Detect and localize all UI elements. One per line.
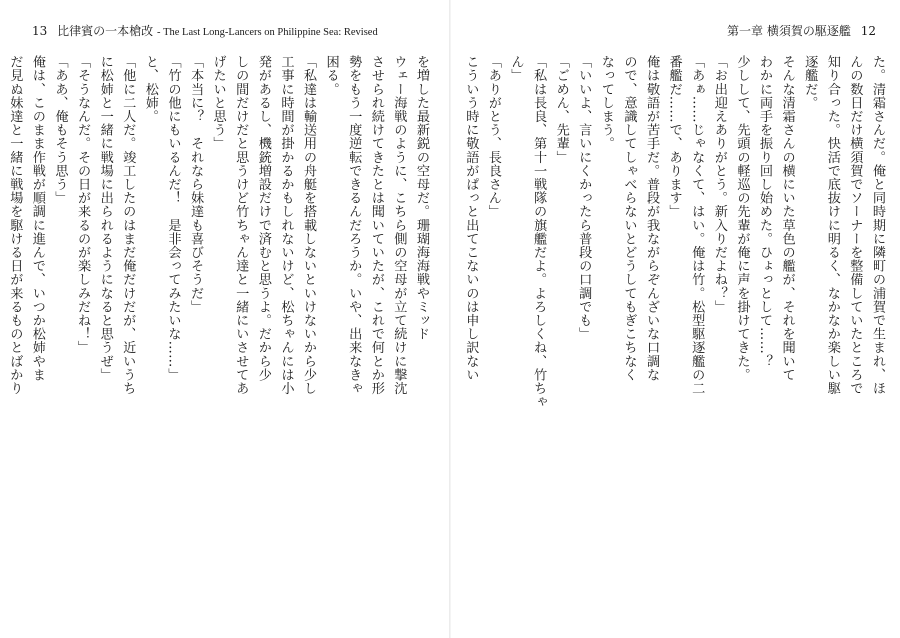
book-subtitle: - The Last Long-Lancers on Philippine Sea: Revised: [156, 27, 378, 38]
text-line: 困る。: [323, 55, 339, 96]
text-line: だ見ぬ妹達と一緒に戦場を駆ける日が来るものとばかり: [7, 55, 23, 395]
chapter-label: 第一章: [727, 24, 764, 38]
text-line: に松姉と一緒に戦場に出られるようになると思うぜ」: [97, 55, 113, 382]
text-line: わかに両手を振り回し始めた。ひょっとして……？: [757, 55, 773, 368]
text-line: ん」: [508, 55, 524, 83]
text-line: こういう時に敬語がぱっと出てこないのは申し訳ない: [463, 55, 479, 382]
text-line: 俺は敬語が苦手だ。普段が我ながらぞんざいな口調な: [644, 55, 660, 382]
text-line: 「私は長良、第十一戦隊の旗艦だよ。よろしくね、竹ちゃ: [531, 55, 547, 409]
text-line: しの間だけだと思うけど竹ちゃん達と一緒にいさせてあ: [233, 55, 249, 395]
text-line: 発があるし、機銃増設だけで済むと思うよ。だから少: [255, 55, 271, 382]
text-line: んの数日だけ横須賀でソーナーを整備していたところで: [847, 55, 863, 395]
text-line: させられ続けてきたとは聞いていたが、これで何とか形: [368, 55, 384, 395]
text-line: 「本当に？ それなら妹達も喜びそうだ」: [188, 55, 204, 314]
left-page-header: [26, 22, 378, 40]
text-line: そんな清霜さんの横にいた草色の艦が、それを聞いて: [779, 55, 795, 382]
text-line: 「そうなんだ。その日が来るのが楽しみだね！」: [75, 55, 91, 355]
text-line: 「竹の他にもいるんだ！ 是非会ってみたいな……」: [165, 55, 181, 382]
text-line: 知り合った。快活で底抜けに明るく、なかなか楽しい駆: [824, 55, 840, 395]
right-page-body: [463, 55, 888, 620]
text-line: 少しして、先頭の軽巡の先輩が俺に声を掛けてきた。: [734, 55, 750, 382]
right-page-header: [727, 22, 882, 40]
text-line: 逐艦だ。: [802, 55, 818, 110]
text-line: を増した最新鋭の空母だ。珊瑚海海戦やミッド: [414, 55, 429, 341]
text-line: と、松姉。: [142, 55, 158, 123]
text-line: ウェー海戦のように、こちら側の空母が立て続けに撃沈: [391, 55, 407, 395]
left-page-number: 13: [32, 24, 48, 38]
text-line: 「他に二人だ。竣工したのはまだ俺だけだが、近いうち: [120, 55, 136, 395]
book-title-suffix: 改: [141, 24, 154, 38]
text-line: た。清霜さんだ。俺と同時期に隣町の浦賀で生まれ、ほ: [870, 55, 885, 395]
text-line: 番艦だ……で、あります」: [666, 55, 682, 219]
text-line: 「いいよ、言いにくかったら普段の口調でも」: [576, 55, 592, 341]
text-line: げたいと思う」: [210, 55, 226, 151]
text-line: 「ああ、俺もそう思う」: [52, 55, 68, 205]
text-line: 「ごめん、先輩」: [553, 55, 569, 164]
text-line: ので、意識してしゃべらないとどうしてもぎこちなく: [621, 55, 637, 382]
chapter-title: 横須賀の駆逐艦: [766, 24, 851, 38]
text-line: 「お出迎えありがとう。新入りだよね？」: [711, 55, 727, 314]
text-line: なってしまう。: [598, 55, 614, 151]
right-page-number: 12: [860, 24, 876, 38]
text-line: 工事に時間が掛かるかもしれないけど、松ちゃんには小: [278, 55, 294, 395]
text-line: 「あぁ……じゃなくて、はい。俺は竹。松型駆逐艦の二: [689, 55, 705, 395]
right-page: [450, 0, 900, 638]
book-title: 比律賓の一本槍: [57, 24, 142, 38]
left-page-body: [7, 55, 432, 620]
text-line: 勢をもう一度逆転できるんだろうか。いや、出来なきゃ: [346, 55, 362, 395]
text-line: 俺は、このまま作戦が順調に進んで、いつか松姉やま: [29, 55, 45, 382]
text-line: 「私達は輸送用の舟艇を搭載しないといけないから少し: [301, 55, 317, 395]
text-line: 「ありがとう、長良さん」: [485, 55, 501, 219]
